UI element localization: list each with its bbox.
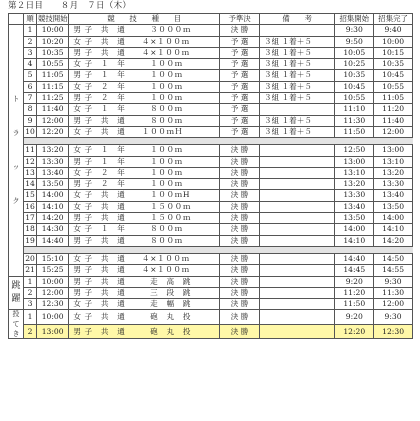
section-label-char: ッ — [12, 163, 20, 172]
table-row — [9, 115, 413, 126]
round: 予 選 — [220, 115, 260, 126]
note — [259, 25, 334, 36]
call-end: 12:00 — [374, 126, 413, 137]
note — [259, 324, 334, 339]
round: 決 勝 — [220, 190, 260, 201]
row-number: 2 — [24, 324, 37, 339]
event-name: 男 子 共 通 ４×１００ｍ — [69, 47, 220, 58]
note — [259, 310, 334, 325]
header-call-end: 招集完了 — [374, 14, 413, 25]
note: ３組 １着＋５ — [259, 36, 334, 47]
call-end: 10:35 — [374, 59, 413, 70]
call-start: 9:20 — [335, 310, 374, 325]
call-end: 11:20 — [374, 104, 413, 115]
event-name: 女 子 共 通 １５００ｍ — [69, 201, 220, 212]
call-start: 11:30 — [335, 115, 374, 126]
section-label-char: ト — [12, 95, 20, 104]
call-end: 10:15 — [374, 47, 413, 58]
round: 決 勝 — [220, 310, 260, 325]
note — [259, 224, 334, 235]
separator-cell — [24, 246, 413, 253]
table-row — [9, 299, 413, 310]
round: 決 勝 — [220, 224, 260, 235]
call-start: 10:25 — [335, 59, 374, 70]
schedule-table — [8, 13, 413, 339]
call-end: 13:20 — [374, 167, 413, 178]
header-row — [9, 14, 413, 25]
round: 予 選 — [220, 47, 260, 58]
call-end: 9:30 — [374, 276, 413, 287]
call-start: 10:35 — [335, 70, 374, 81]
event-name: 女 子 共 通 １００ｍＨ — [69, 126, 220, 137]
start-time: 10:00 — [37, 310, 69, 325]
event-name: 女 子 共 通 １００ｍH — [69, 190, 220, 201]
table-row — [9, 310, 413, 325]
call-start: 13:40 — [335, 201, 374, 212]
row-number: 3 — [24, 47, 37, 58]
round: 決 勝 — [220, 213, 260, 224]
round: 決 勝 — [220, 287, 260, 298]
section-label-char: て — [12, 320, 20, 329]
note — [259, 104, 334, 115]
row-number: 7 — [24, 93, 37, 104]
section-label-char: ラ — [12, 129, 20, 138]
call-end: 11:05 — [374, 93, 413, 104]
start-time: 11:40 — [37, 104, 69, 115]
start-time: 11:05 — [37, 70, 69, 81]
note: ３組 １着＋５ — [259, 47, 334, 58]
note: ３組 １着＋５ — [259, 81, 334, 92]
event-name: 女 子 共 通 砲 丸 投 — [69, 310, 220, 325]
start-time: 13:30 — [37, 156, 69, 167]
note — [259, 287, 334, 298]
call-end: 14:50 — [374, 253, 413, 264]
note: ３組 １着＋５ — [259, 93, 334, 104]
round: 決 勝 — [220, 201, 260, 212]
call-end: 13:00 — [374, 145, 413, 156]
row-number: 20 — [25, 253, 35, 263]
table-row — [9, 145, 413, 156]
start-time: 14:10 — [37, 201, 69, 212]
round: 決 勝 — [220, 265, 260, 276]
header-event: 競 技 種 目 — [69, 14, 220, 25]
row-number: 14 — [25, 179, 35, 189]
section-label — [9, 276, 24, 310]
start-time: 13:20 — [37, 145, 69, 156]
section-label-char: ク — [12, 197, 20, 206]
row-number: 8 — [24, 104, 37, 115]
row-number: 5 — [24, 70, 37, 81]
row-number: 12 — [25, 156, 35, 166]
table-row — [9, 93, 413, 104]
row-number: 17 — [25, 213, 35, 223]
call-end: 11:40 — [374, 115, 413, 126]
table-row — [9, 156, 413, 167]
note: ３組 １着＋５ — [259, 126, 334, 137]
row-number: 15 — [25, 190, 35, 200]
call-end: 14:20 — [374, 235, 413, 246]
start-time: 15:25 — [37, 265, 69, 276]
call-start: 11:10 — [335, 104, 374, 115]
call-end: 10:00 — [374, 36, 413, 47]
event-name: 男 子 共 通 ８００ｍ — [69, 115, 220, 126]
row-number: 1 — [24, 310, 37, 325]
table-row — [9, 36, 413, 47]
table-row — [9, 179, 413, 190]
event-name: 男 子 共 通 １５００ｍ — [69, 213, 220, 224]
event-name: 女 子 ２ 年 １００ｍ — [69, 81, 220, 92]
round: 予 選 — [220, 104, 260, 115]
row-number: 21 — [25, 265, 35, 275]
event-name: 女 子 １ 年 １００ｍ — [69, 59, 220, 70]
call-end: 14:10 — [374, 224, 413, 235]
round: 予 選 — [220, 70, 260, 81]
call-start: 11:50 — [335, 126, 374, 137]
call-start: 14:00 — [335, 224, 374, 235]
call-start: 11:20 — [335, 287, 374, 298]
row-number: 11 — [25, 145, 35, 155]
call-start: 13:20 — [335, 179, 374, 190]
section-label-char: 投 — [12, 310, 20, 319]
table-row — [9, 70, 413, 81]
note: ３組 １着＋５ — [259, 115, 334, 126]
section-label-char: 躍 — [11, 293, 21, 304]
event-name: 男 子 共 通 ３０００ｍ — [69, 25, 220, 36]
start-time: 12:00 — [37, 287, 69, 298]
table-row — [9, 25, 413, 36]
call-end: 12:30 — [374, 324, 413, 339]
call-start: 14:10 — [335, 235, 374, 246]
row-number: 18 — [25, 224, 35, 234]
table-row — [9, 213, 413, 224]
note — [259, 253, 334, 264]
table-row — [9, 265, 413, 276]
row-number: 4 — [24, 59, 37, 70]
table-row — [9, 276, 413, 287]
call-end: 11:30 — [374, 287, 413, 298]
round: 決 勝 — [220, 235, 260, 246]
event-name: 女 子 共 通 ４×１００ｍ — [69, 253, 220, 264]
call-start: 14:40 — [335, 253, 374, 264]
event-name: 男 子 共 通 走 高 跳 — [69, 276, 220, 287]
round: 決 勝 — [220, 299, 260, 310]
header-call-start: 招集開始 — [335, 14, 374, 25]
round: 予 選 — [220, 59, 260, 70]
note — [259, 213, 334, 224]
note — [259, 190, 334, 201]
table-row — [9, 104, 413, 115]
header-blank — [9, 14, 24, 25]
event-name: 男 子 １ 年 １００ｍ — [69, 70, 220, 81]
start-time: 11:15 — [37, 81, 69, 92]
note — [259, 265, 334, 276]
start-time: 14:30 — [37, 224, 69, 235]
row-number: 1 — [24, 276, 37, 287]
call-end: 9:40 — [374, 25, 413, 36]
event-name: 女 子 共 通 ４×１００ｍ — [69, 36, 220, 47]
call-end: 9:30 — [374, 310, 413, 325]
row-number: 2 — [24, 36, 37, 47]
start-time: 14:40 — [37, 235, 69, 246]
row-number: 3 — [24, 299, 37, 310]
call-start: 9:30 — [335, 25, 374, 36]
event-name: 男 子 共 通 砲 丸 投 — [69, 324, 220, 339]
call-start: 9:50 — [335, 36, 374, 47]
call-start: 11:50 — [335, 299, 374, 310]
start-time: 13:50 — [37, 179, 69, 190]
start-time: 14:20 — [37, 213, 69, 224]
row-number: 1 — [24, 25, 37, 36]
note — [259, 167, 334, 178]
round: 予 選 — [220, 81, 260, 92]
header-start-time: 競技開始 — [38, 14, 68, 23]
note — [259, 179, 334, 190]
note — [259, 201, 334, 212]
call-end: 10:55 — [374, 81, 413, 92]
round: 決 勝 — [220, 276, 260, 287]
call-start: 10:45 — [335, 81, 374, 92]
table-row — [9, 235, 413, 246]
separator-cell — [24, 138, 413, 145]
note: ３組 １着＋５ — [259, 59, 334, 70]
note: ３組 １着＋５ — [259, 70, 334, 81]
event-name: 男 子 共 通 三 段 跳 — [69, 287, 220, 298]
start-time: 15:10 — [37, 253, 69, 264]
call-end: 12:00 — [374, 299, 413, 310]
table-row — [9, 47, 413, 58]
separator-row — [9, 138, 413, 145]
header-no: 順 — [24, 14, 37, 25]
call-end: 13:50 — [374, 201, 413, 212]
table-row — [9, 167, 413, 178]
round: 予 選 — [220, 36, 260, 47]
event-name: 女 子 １ 年 ８００ｍ — [69, 224, 220, 235]
table-row — [9, 224, 413, 235]
start-time: 13:40 — [37, 167, 69, 178]
start-time: 12:30 — [37, 299, 69, 310]
round: 予 選 — [220, 126, 260, 137]
table-row — [9, 81, 413, 92]
call-start: 13:00 — [335, 156, 374, 167]
row-number: 6 — [24, 81, 37, 92]
event-name: 男 子 ２ 年 １００ｍ — [69, 93, 220, 104]
call-start: 10:05 — [335, 47, 374, 58]
note — [259, 145, 334, 156]
section-label — [9, 310, 24, 339]
event-name: 男 子 ２ 年 １００ｍ — [69, 179, 220, 190]
section-label — [9, 25, 24, 276]
table-row — [9, 201, 413, 212]
event-name: 女 子 １ 年 ８００ｍ — [69, 104, 220, 115]
call-end: 14:00 — [374, 213, 413, 224]
call-start: 13:50 — [335, 213, 374, 224]
header-round: 予準決 — [220, 14, 260, 25]
start-time: 10:00 — [37, 276, 69, 287]
call-end: 14:55 — [374, 265, 413, 276]
header-note: 備 考 — [259, 14, 334, 25]
call-end: 13:10 — [374, 156, 413, 167]
start-time: 10:35 — [37, 47, 69, 58]
note — [259, 299, 334, 310]
round: 決 勝 — [220, 179, 260, 190]
call-start: 14:45 — [335, 265, 374, 276]
start-time: 13:00 — [37, 324, 69, 339]
call-start: 9:20 — [335, 276, 374, 287]
round: 決 勝 — [220, 145, 260, 156]
separator-row — [9, 246, 413, 253]
note — [259, 235, 334, 246]
event-name: 女 子 共 通 走 幅 跳 — [69, 299, 220, 310]
call-start: 12:50 — [335, 145, 374, 156]
start-time: 12:20 — [37, 126, 69, 137]
start-time: 10:20 — [37, 36, 69, 47]
table-row — [9, 287, 413, 298]
note — [259, 156, 334, 167]
row-number: 13 — [25, 167, 35, 177]
row-number: 16 — [25, 201, 35, 211]
round: 決 勝 — [220, 253, 260, 264]
round: 予 選 — [220, 93, 260, 104]
event-name: 男 子 共 通 ８００ｍ — [69, 235, 220, 246]
start-time: 14:00 — [37, 190, 69, 201]
call-end: 13:40 — [374, 190, 413, 201]
call-start: 12:20 — [335, 324, 374, 339]
call-start: 13:30 — [335, 190, 374, 201]
event-name: 女 子 ２ 年 １００ｍ — [69, 167, 220, 178]
round: 決 勝 — [220, 25, 260, 36]
event-name: 男 子 １ 年 １００ｍ — [69, 156, 220, 167]
page-title: 第２日目 ８月 ７日（木） — [8, 1, 132, 11]
row-number: 10 — [25, 126, 35, 136]
call-end: 13:30 — [374, 179, 413, 190]
note — [259, 276, 334, 287]
start-time: 11:25 — [37, 93, 69, 104]
table-row — [9, 126, 413, 137]
event-name: 女 子 １ 年 １００ｍ — [69, 145, 220, 156]
table-row — [9, 59, 413, 70]
section-label-char: 跳 — [11, 280, 21, 291]
table-row — [9, 324, 413, 339]
row-number: 2 — [24, 287, 37, 298]
start-time: 12:00 — [37, 115, 69, 126]
table-row — [9, 253, 413, 264]
table-row — [9, 190, 413, 201]
round: 決 勝 — [220, 156, 260, 167]
row-number: 19 — [25, 235, 35, 245]
start-time: 10:55 — [37, 59, 69, 70]
call-start: 10:55 — [335, 93, 374, 104]
round: 決 勝 — [220, 324, 260, 339]
start-time: 10:00 — [37, 25, 69, 36]
section-label-char: き — [12, 330, 20, 339]
call-start: 13:10 — [335, 167, 374, 178]
round: 決 勝 — [220, 167, 260, 178]
call-end: 10:45 — [374, 70, 413, 81]
row-number: 9 — [24, 115, 37, 126]
event-name: 男 子 共 通 ４×１００ｍ — [69, 265, 220, 276]
